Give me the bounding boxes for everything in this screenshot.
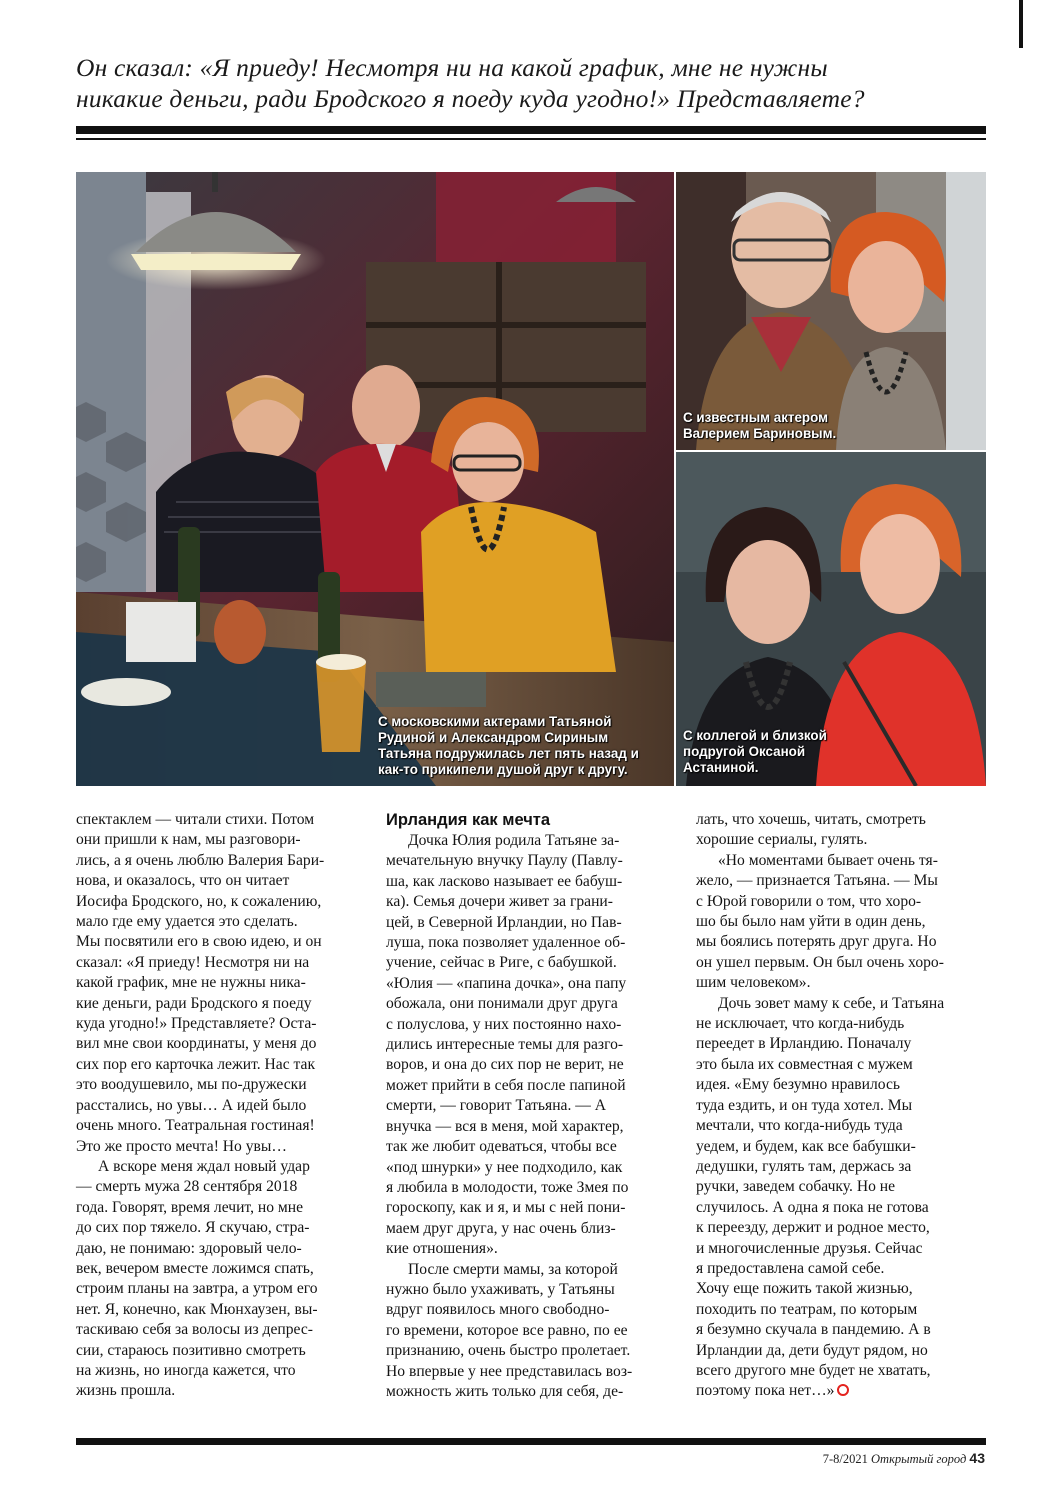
- paragraph-line: А вскоре меня ждал новый удар: [98, 1157, 310, 1175]
- paragraph-line: нужно было ухаживать, у Татьяны: [386, 1280, 615, 1298]
- paragraph-line: [696, 1381, 986, 1401]
- paragraph-line: ка). Семья дочери живет за грани-: [386, 893, 613, 911]
- paragraph-line: походить по театрам, по которым: [696, 1300, 918, 1318]
- paragraph-line: можность жить только для себя, де-: [386, 1382, 624, 1400]
- paragraph-line: шо бы было нам уйти в один день,: [696, 913, 926, 931]
- paragraph-line: с Юрой говорили о том, что хоро-: [696, 892, 922, 910]
- paragraph-line: всего другого мне будет не хватать,: [696, 1361, 931, 1379]
- paragraph-line: так же любит одеваться, чтобы все: [386, 1138, 617, 1156]
- paragraph-line: я любила в молодости, тоже Змея по: [386, 1178, 629, 1196]
- paragraph-line: «Но моментами бывает очень тя-: [718, 851, 938, 869]
- end-mark-icon: [837, 1384, 849, 1396]
- paragraph-line: таскиваю себя за волосы из депрес-: [76, 1321, 313, 1339]
- top-rule-thin: [76, 138, 986, 140]
- paragraph-line: Иосифа Бродского, но, к сожалению,: [76, 892, 322, 910]
- paragraph-line: хорошие сериалы, гулять.: [696, 831, 868, 849]
- paragraph-line: он ушел первым. Он был очень хоро-: [696, 953, 944, 971]
- pull-quote-line-1: Он сказал: «Я приеду! Несмотря ни на какой график, мне не нужны: [76, 53, 828, 82]
- caption-line: подругой Оксаной: [683, 744, 806, 759]
- paragraph-line: переедет в Ирландию. Поначалу: [696, 1035, 912, 1053]
- paragraph-line: года. Говорят, время лечит, но мне: [76, 1198, 304, 1216]
- last-line-text: поэтому пока нет…»: [696, 1382, 835, 1400]
- paragraph-line: строим планы на завтра, а утром его: [76, 1280, 318, 1298]
- paragraph-line: мечтали, что когда-нибудь туда: [696, 1117, 903, 1135]
- paragraph-line: ручки, заведем собачку. Но не: [696, 1178, 896, 1196]
- paragraph-line: случилось. А одна я пока не готова: [696, 1198, 929, 1216]
- paragraph-line: Дочь зовет маму к себе, и Татьяна: [718, 994, 945, 1012]
- page-footer: [823, 1450, 985, 1467]
- paragraph-line: мало где ему удается это сделать.: [76, 913, 298, 931]
- caption-line: Татьяна подружилась лет пять назад и: [378, 746, 639, 761]
- caption-line: как-то прикипели душой друг к другу.: [378, 762, 628, 777]
- paragraph-line: шим человеком».: [696, 974, 811, 992]
- paragraph-line: ша, как ласково называет ее бабуш-: [386, 872, 623, 890]
- paragraph-line: обожала, они понимали друг друга: [386, 995, 618, 1013]
- paragraph-line: маем друг друга, у нас очень близ-: [386, 1219, 616, 1237]
- paragraph-line: даю, не понимаю: здоровый чело-: [76, 1239, 302, 1257]
- top-right-caption: [683, 410, 836, 442]
- paragraph-line: какой график, мне не нужны ника-: [76, 974, 306, 992]
- paragraph-line: до сих пор тяжело. Я скучаю, стра-: [76, 1219, 310, 1237]
- bottom-rule: [76, 1438, 986, 1445]
- caption-line: Валерием Бариновым.: [683, 426, 837, 441]
- main-photo: [76, 172, 674, 786]
- bottom-right-photo: [676, 452, 986, 786]
- caption-line: Астаниной.: [683, 760, 759, 775]
- paragraph-line: После смерти мамы, за которой: [408, 1260, 618, 1278]
- paragraph-line: идея. «Ему безумно нравилось: [696, 1076, 900, 1094]
- paragraph-line: нет. Я, конечно, как Мюнхаузен, вы-: [76, 1300, 318, 1318]
- paragraph-line: и многочисленные друзья. Сейчас: [696, 1239, 923, 1257]
- paragraph-line: это воодушевило, мы по-дружески: [76, 1076, 307, 1094]
- paragraph-line: Ирландии да, дети будут рядом, но: [696, 1341, 928, 1359]
- issue-number: 7-8/2021: [822, 1452, 868, 1466]
- paragraph-line: «Юлия — «папина дочка», она папу: [386, 974, 627, 992]
- paragraph-line: мечательную внучку Паулу (Павлу-: [386, 852, 623, 870]
- paragraph-line: цей, в Северной Ирландии, но Пав-: [386, 913, 622, 931]
- pull-quote: [76, 52, 996, 114]
- paragraph-line: дились интересные темы для разго-: [386, 1036, 624, 1054]
- paragraph-line: Но впервые у нее представилась воз-: [386, 1362, 633, 1380]
- text-column-3: [696, 810, 986, 1402]
- caption-line: Рудиной и Александром Сириным: [378, 730, 609, 745]
- main-photo-caption: [378, 714, 639, 778]
- paragraph-line: смерти, — говорит Татьяна. — А: [386, 1097, 607, 1115]
- paragraph-line: они пришли к нам, мы разговори-: [76, 831, 301, 849]
- page-edge-bar: [1019, 0, 1023, 48]
- magazine-name: Открытый город: [871, 1452, 967, 1466]
- paragraph-line: сказал: «Я приеду! Несмотря ни на: [76, 953, 310, 971]
- pull-quote-line-2: никакие деньги, ради Бродского я поеду куда угодно!» Представляете?: [76, 84, 865, 113]
- paragraph-line: лать, что хочешь, читать, смотреть: [696, 811, 926, 828]
- paragraph-line: гороскопу, как и я, и мы с ней пони-: [386, 1199, 626, 1217]
- paragraph-line: лись, а я очень люблю Валерия Бари-: [76, 851, 325, 869]
- paragraph-line: очень много. Театральная гостиная!: [76, 1117, 315, 1135]
- paragraph-line: спектаклем — читали стихи. Потом: [76, 811, 315, 828]
- caption-line: С московскими актерами Татьяной: [378, 714, 612, 729]
- top-right-photo: [676, 172, 986, 450]
- paragraph-line: кие деньги, ради Бродского я поеду: [76, 994, 312, 1012]
- paragraph-line: не исключает, что когда-нибудь: [696, 1015, 905, 1033]
- paragraph-line: жело, — признается Татьяна. — Мы: [696, 872, 938, 890]
- paragraph-line: сии, стараюсь позитивно смотреть: [76, 1341, 306, 1359]
- section-heading: Ирландия как мечта: [386, 811, 551, 829]
- paragraph-line: Это же просто мечта! Но увы…: [76, 1137, 287, 1155]
- paragraph-line: на жизнь, но иногда кажется, что: [76, 1361, 296, 1379]
- paragraph-line: вдруг появилось много свободно-: [386, 1301, 610, 1319]
- paragraph-line: Дочка Юлия родила Татьяне за-: [408, 832, 620, 849]
- paragraph-line: Хочу еще пожить такой жизнью,: [696, 1280, 913, 1298]
- paragraph-line: воров, и она до сих пор не верит, не: [386, 1056, 624, 1074]
- paragraph-line: это была их совместная с мужем: [696, 1055, 913, 1073]
- paragraph-line: Мы посвятили его в свою идею, и он: [76, 933, 322, 951]
- top-rule: [76, 126, 986, 134]
- text-column-1: [76, 810, 370, 1402]
- caption-line: С коллегой и близкой: [683, 728, 827, 743]
- paragraph-line: жизнь прошла.: [76, 1382, 176, 1400]
- paragraph-line: с полуслова, у них постоянно нахо-: [386, 1015, 622, 1033]
- caption-line: С известным актером: [683, 410, 829, 425]
- paragraph-line: уедем, и будем, как все бабушки-: [696, 1137, 916, 1155]
- paragraph-line: я предоставлена самой себе.: [696, 1259, 885, 1277]
- paragraph-line: век, вечером вместе ложимся спать,: [76, 1259, 314, 1277]
- paragraph-line: дедушки, гулять там, держась за: [696, 1157, 912, 1175]
- bottom-right-caption: [683, 728, 827, 776]
- paragraph-line: туда ездить, и он туда хотел. Мы: [696, 1096, 913, 1114]
- paragraph-line: сих пор его карточка лежит. Нас так: [76, 1055, 316, 1073]
- paragraph-line: кие отношения».: [386, 1240, 498, 1258]
- paragraph-line: мы боялись потерять друг друга. Но: [696, 933, 937, 951]
- paragraph-line: внучка — вся в меня, мой характер,: [386, 1117, 624, 1135]
- paragraph-line: я безумно скучала в пандемию. А в: [696, 1321, 931, 1339]
- paragraph-line: куда угодно!» Представляете? Оста-: [76, 1015, 317, 1033]
- paragraph-line: го времени, которое все равно, по ее: [386, 1321, 628, 1339]
- paragraph-line: — смерть мужа 28 сентября 2018: [76, 1178, 298, 1196]
- paragraph-line: луша, пока позволяет удаленное об-: [386, 934, 626, 952]
- paragraph-line: расстались, но увы… А идей было: [76, 1096, 307, 1114]
- paragraph-line: учение, сейчас в Риге, с бабушкой.: [386, 954, 617, 972]
- paragraph-line: «под шнурки» у нее подходило, как: [386, 1158, 623, 1176]
- paragraph-line: может прийти в себя после папиной: [386, 1076, 626, 1094]
- page-number: 43: [969, 1450, 985, 1466]
- text-column-2: [386, 810, 680, 1402]
- paragraph-line: признанию, очень быстро пролетает.: [386, 1342, 631, 1360]
- paragraph-line: нова, и оказалось, что он читает: [76, 872, 290, 890]
- paragraph-line: вил мне свои координаты, у меня до: [76, 1035, 317, 1053]
- paragraph-line: к переезду, держит и родное место,: [696, 1219, 930, 1237]
